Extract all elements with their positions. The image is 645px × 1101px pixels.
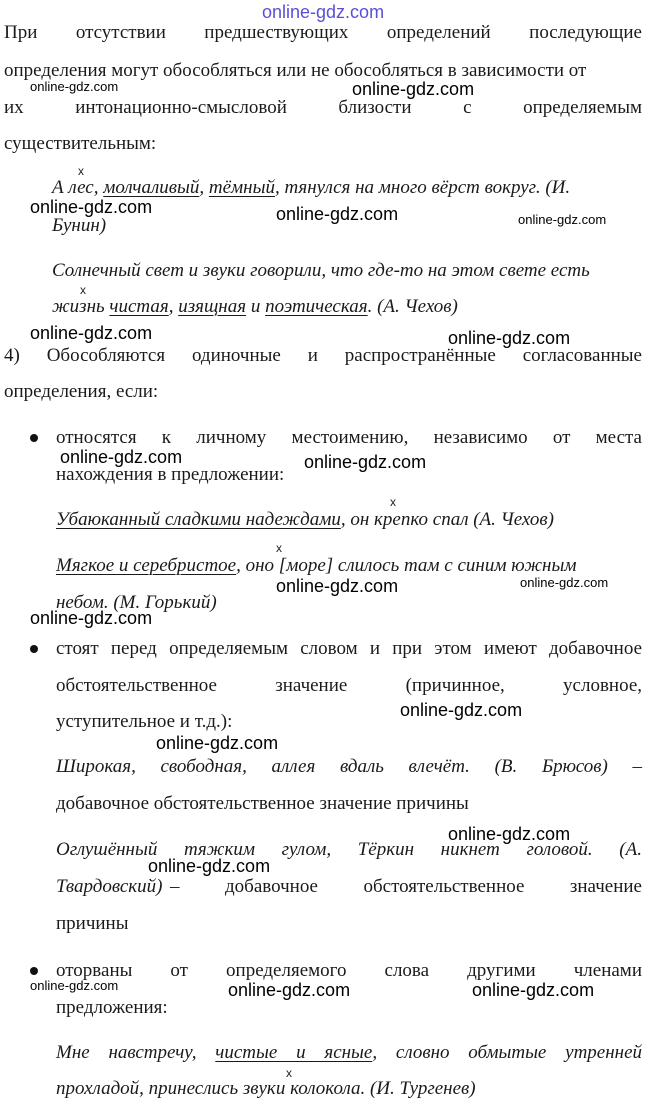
example-text: Мне навстречу, [56, 1042, 216, 1063]
bullet-icon [30, 645, 38, 653]
example-1-line-1 [52, 177, 570, 199]
definition: чистые и ясные [215, 1042, 373, 1063]
intro-line-3: их интонационно-смысловой близости с определяемым [4, 97, 642, 118]
example-text: , тянулся на много вёрст вокруг. (И. [274, 177, 571, 198]
watermark-text: online-gdz.com [352, 79, 475, 99]
bullet-2-example-2-author: Твардовский) [56, 876, 163, 897]
watermark-text: online-gdz.com [518, 212, 607, 227]
watermark-text: online-gdz.com [30, 978, 119, 993]
example-text: , он крепко спал (А. Чехов) [340, 509, 554, 530]
watermark-text: online-gdz.com [448, 824, 571, 844]
watermark-text: online-gdz.com [148, 856, 271, 876]
example-text: А лес, [52, 177, 104, 198]
example-text: , [168, 296, 179, 317]
subject-mark: x [286, 1066, 292, 1080]
watermark-text: online-gdz.com [400, 700, 523, 720]
bullet-2-line-3: уступительное и т.д.): [56, 711, 233, 732]
watermark-text: online-gdz.com [276, 204, 399, 224]
bullet-3-line-2: предложения: [56, 997, 168, 1018]
intro-line-1: При отсутствии предшествующих определений последующие [4, 22, 642, 43]
example-text: . (А. Чехов) [367, 296, 458, 317]
definition: чистая [109, 296, 169, 317]
watermark-text: online-gdz.com [520, 575, 609, 590]
bullet-1-example-2-line-2: небом. (М. Горький) [56, 592, 217, 613]
definition: изящная [178, 296, 247, 317]
subject-mark: x [78, 164, 84, 178]
bullet-2-example-1: Широкая, свободная, аллея вдаль влечёт. (В. Брюсов) – [56, 756, 642, 777]
bullet-3-example-line-2: прохладой, принеслись звуки колокола. (И. Тургенев) [56, 1078, 476, 1099]
watermark-text: online-gdz.com [472, 980, 595, 1000]
bullet-3-line-1: оторваны от определяемого слова другими членами [56, 960, 642, 981]
bullet-2-example-2-line-3: причины [56, 913, 129, 934]
bullet-2-line-1: стоят перед определяемым словом и при этом имеют добавочное [56, 638, 642, 659]
intro-line-4: существительным: [4, 133, 157, 154]
rule-4-line-2: определения, если: [4, 381, 159, 402]
definition: молчаливый [103, 177, 200, 198]
definition: Убаюканный сладкими надеждами [56, 509, 341, 530]
bullet-2-line-2: обстоятельственное значение (причинное, условное, [56, 675, 642, 696]
example-text: , оно [море] слилось там с синим южным [236, 555, 577, 576]
subject-mark: x [80, 283, 86, 297]
bullet-2-example-1-note: добавочное обстоятельственное значение причины [56, 793, 469, 814]
watermark-text: online-gdz.com [448, 328, 571, 348]
bullet-icon [30, 967, 38, 975]
bullet-3-example-line-1 [56, 1042, 642, 1064]
subject-mark: x [276, 541, 282, 555]
watermark-text: online-gdz.com [304, 452, 427, 472]
bullet-icon [30, 434, 38, 442]
example-1-line-2: Бунин) [52, 215, 107, 236]
definition: поэтическая [265, 296, 368, 317]
bullet-2-example-2-note: – добавочное обстоятельственное значение [170, 876, 642, 897]
example-text: , словно обмытые утренней [372, 1042, 643, 1063]
watermark-text: online-gdz.com [60, 447, 183, 467]
subject-mark: x [390, 495, 396, 509]
definition: Мягкое и серебристое [56, 555, 237, 576]
rule-4-line-1: 4) Обособляются одиночные и распространённые согласованные [4, 345, 642, 366]
example-text: и [246, 296, 266, 317]
bullet-1-example-1 [56, 509, 554, 531]
watermark-text: online-gdz.com [30, 608, 153, 628]
example-text: жизнь [52, 296, 110, 317]
watermark-text: online-gdz.com [156, 733, 279, 753]
bullet-2-example-2-line-1: Оглушённый тяжким гулом, Тёркин никнет головой. (А. [56, 839, 642, 860]
example-2-line-1: Солнечный свет и звуки говорили, что где-то на этом свете есть [52, 260, 590, 281]
example-2-line-2 [52, 296, 458, 318]
bullet-1-example-2-line-1 [56, 555, 576, 577]
watermark-text: online-gdz.com [276, 576, 399, 596]
watermark-text: online-gdz.com [262, 2, 385, 22]
watermark-text: online-gdz.com [30, 323, 153, 343]
intro-line-2: определения могут обособляться или не обособляться в зависимости от [4, 60, 587, 81]
watermark-text: online-gdz.com [30, 197, 153, 217]
bullet-1-line-1: относятся к личному местоимению, независимо от места [56, 427, 642, 448]
watermark-text: online-gdz.com [228, 980, 351, 1000]
watermark-text: online-gdz.com [30, 79, 119, 94]
bullet-1-line-2: нахождения в предложении: [56, 464, 285, 485]
example-text: , [199, 177, 209, 198]
definition: тёмный [208, 177, 275, 198]
